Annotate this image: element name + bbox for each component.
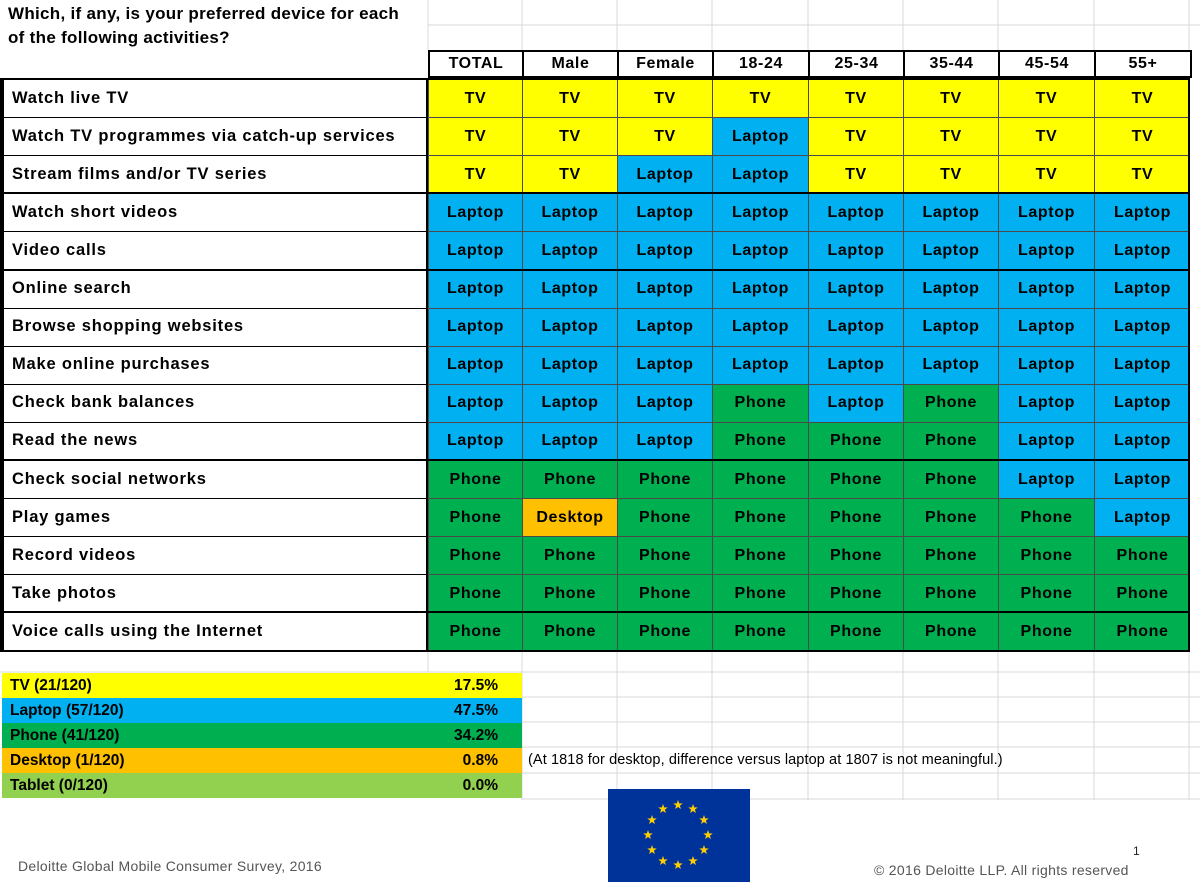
table-cell: TV xyxy=(522,155,617,193)
table-cell: Laptop xyxy=(712,193,808,231)
table-cell: Laptop xyxy=(428,308,522,346)
table-cell: Phone xyxy=(903,536,998,574)
table-cell: Laptop xyxy=(712,155,808,193)
row-label: Record videos xyxy=(2,536,428,574)
table-cell: Laptop xyxy=(522,384,617,422)
table-cell: Phone xyxy=(808,422,903,460)
table-cell: Laptop xyxy=(998,231,1094,269)
table-cell: Phone xyxy=(617,536,712,574)
table-cell: Laptop xyxy=(998,346,1094,384)
table-cell: TV xyxy=(428,155,522,193)
desktop-note: (At 1818 for desktop, difference versus laptop at 1807 is not meaningful.) xyxy=(528,752,1003,768)
legend-item-tablet xyxy=(2,773,522,798)
table-cell: Laptop xyxy=(808,270,903,308)
table-cell: Laptop xyxy=(903,270,998,308)
row-label: Watch short videos xyxy=(2,193,428,231)
table-cell: Laptop xyxy=(808,231,903,269)
table-cell: Phone xyxy=(617,460,712,498)
table-cell: Laptop xyxy=(1094,308,1190,346)
table-cell: Laptop xyxy=(808,308,903,346)
table-cell: Laptop xyxy=(428,193,522,231)
row-label: Check bank balances xyxy=(2,384,428,422)
table-cell: Phone xyxy=(712,498,808,536)
table-cell: TV xyxy=(903,155,998,193)
legend-label: TV (21/120) xyxy=(10,676,92,694)
table-cell: Laptop xyxy=(428,346,522,384)
table-cell: Phone xyxy=(712,574,808,612)
table-cell: Phone xyxy=(522,536,617,574)
table-cell: TV xyxy=(1094,155,1190,193)
table-cell: Laptop xyxy=(522,193,617,231)
table-cell: Laptop xyxy=(808,193,903,231)
table-cell: Laptop xyxy=(712,117,808,155)
table-cell: Laptop xyxy=(617,231,712,269)
table-cell: TV xyxy=(522,117,617,155)
table-cell: Laptop xyxy=(903,346,998,384)
table-cell: TV xyxy=(903,79,998,117)
column-header-25-34: 25-34 xyxy=(808,50,903,78)
column-header-male: Male xyxy=(522,50,617,78)
table-cell: Laptop xyxy=(1094,193,1190,231)
table-cell: Phone xyxy=(808,460,903,498)
table-cell: Phone xyxy=(808,574,903,612)
eu-flag-image xyxy=(608,789,750,882)
column-header-total: TOTAL xyxy=(428,50,522,78)
table-cell: Phone xyxy=(522,612,617,650)
column-header-female: Female xyxy=(617,50,712,78)
table-cell: Laptop xyxy=(1094,460,1190,498)
legend-item-tv xyxy=(2,673,522,698)
table-cell: Laptop xyxy=(522,346,617,384)
row-divider xyxy=(2,536,428,537)
table-cell: Laptop xyxy=(1094,498,1190,536)
table-cell: Phone xyxy=(617,612,712,650)
table-cell: Phone xyxy=(1094,612,1190,650)
table-cell: TV xyxy=(808,155,903,193)
table-cell: TV xyxy=(998,155,1094,193)
row-label: Online search xyxy=(2,270,428,308)
table-cell: TV xyxy=(1094,117,1190,155)
footer-source: Deloitte Global Mobile Consumer Survey, 2016 xyxy=(18,858,322,874)
row-divider xyxy=(2,422,428,423)
table-cell: Phone xyxy=(428,536,522,574)
table-cell: Phone xyxy=(903,384,998,422)
table-cell: TV xyxy=(617,117,712,155)
table-cell: Phone xyxy=(808,498,903,536)
legend-label: Tablet (0/120) xyxy=(10,776,108,794)
row-label: Read the news xyxy=(2,422,428,460)
table-cell: Phone xyxy=(903,574,998,612)
table-cell: Phone xyxy=(998,536,1094,574)
table-cell: Laptop xyxy=(998,384,1094,422)
group-divider xyxy=(2,192,1190,194)
row-label: Make online purchases xyxy=(2,346,428,384)
group-divider xyxy=(2,650,1190,652)
table-cell: Laptop xyxy=(617,422,712,460)
table-cell: Laptop xyxy=(1094,384,1190,422)
group-divider xyxy=(2,269,1190,271)
table-cell: Laptop xyxy=(428,384,522,422)
row-label: Stream films and/or TV series xyxy=(2,155,428,193)
table-cell: Phone xyxy=(998,498,1094,536)
row-divider xyxy=(2,346,428,347)
table-cell: Phone xyxy=(617,498,712,536)
row-divider xyxy=(2,308,428,309)
table-cell: Laptop xyxy=(998,422,1094,460)
table-cell: Laptop xyxy=(522,231,617,269)
row-divider xyxy=(2,384,428,385)
table-cell: TV xyxy=(998,79,1094,117)
table-cell: Phone xyxy=(1094,536,1190,574)
table-cell: Phone xyxy=(903,612,998,650)
table-cell: Laptop xyxy=(1094,270,1190,308)
table-cell: Laptop xyxy=(998,308,1094,346)
row-label: Watch live TV xyxy=(2,79,428,117)
table-cell: Phone xyxy=(1094,574,1190,612)
table-cell: Laptop xyxy=(903,193,998,231)
row-divider xyxy=(2,498,428,499)
table-cell: Phone xyxy=(617,574,712,612)
table-cell: TV xyxy=(808,79,903,117)
group-divider xyxy=(2,459,1190,461)
table-cell: Laptop xyxy=(1094,346,1190,384)
table-cell: Laptop xyxy=(808,346,903,384)
table-cell: TV xyxy=(522,79,617,117)
table-cell: TV xyxy=(428,117,522,155)
table-cell: Laptop xyxy=(903,308,998,346)
table-cell: Phone xyxy=(712,422,808,460)
legend-item-desktop xyxy=(2,748,522,773)
table-cell: Laptop xyxy=(617,270,712,308)
table-cell: Laptop xyxy=(808,384,903,422)
table-cell: Phone xyxy=(903,422,998,460)
row-divider xyxy=(2,574,428,575)
table-cell: Phone xyxy=(428,460,522,498)
page-number: 1 xyxy=(1133,844,1140,858)
legend-item-phone xyxy=(2,723,522,748)
row-label: Watch TV programmes via catch-up services xyxy=(2,117,428,155)
column-header-55-: 55+ xyxy=(1094,50,1192,78)
table-cell: Laptop xyxy=(998,270,1094,308)
table-cell: Phone xyxy=(712,536,808,574)
legend-percentage: 0.8% xyxy=(462,751,498,769)
row-divider xyxy=(2,231,428,232)
table-cell: Phone xyxy=(712,460,808,498)
table-cell: Phone xyxy=(522,460,617,498)
table-cell: TV xyxy=(903,117,998,155)
table-cell: Laptop xyxy=(522,270,617,308)
table-cell: TV xyxy=(428,79,522,117)
table-cell: Laptop xyxy=(522,308,617,346)
table-cell: Laptop xyxy=(522,422,617,460)
table-cell: TV xyxy=(1094,79,1190,117)
legend-percentage: 34.2% xyxy=(454,726,498,744)
table-cell: Laptop xyxy=(617,346,712,384)
table-cell: Phone xyxy=(428,612,522,650)
table-border xyxy=(1188,78,1190,652)
table-cell: Phone xyxy=(903,498,998,536)
page-title: Which, if any, is your preferred device for each of the following activities? xyxy=(8,4,400,47)
column-header-45-54: 45-54 xyxy=(998,50,1094,78)
legend-percentage: 17.5% xyxy=(454,676,498,694)
footer-copyright: © 2016 Deloitte LLP. All rights reserved xyxy=(874,862,1129,878)
legend-label: Phone (41/120) xyxy=(10,726,120,744)
table-cell: TV xyxy=(808,117,903,155)
table-cell: Laptop xyxy=(1094,422,1190,460)
table-cell: Phone xyxy=(808,536,903,574)
table-cell: Laptop xyxy=(428,231,522,269)
table-cell: Phone xyxy=(903,460,998,498)
table-border xyxy=(0,78,2,652)
table-cell: TV xyxy=(712,79,808,117)
table-cell: Phone xyxy=(522,574,617,612)
column-header-35-44: 35-44 xyxy=(903,50,998,78)
table-cell: Laptop xyxy=(617,155,712,193)
table-cell: Laptop xyxy=(998,193,1094,231)
row-divider xyxy=(2,117,428,118)
table-cell: TV xyxy=(617,79,712,117)
table-cell: Laptop xyxy=(712,308,808,346)
row-label: Browse shopping websites xyxy=(2,308,428,346)
legend-percentage: 47.5% xyxy=(454,701,498,719)
table-cell: Laptop xyxy=(712,231,808,269)
row-label: Video calls xyxy=(2,231,428,269)
row-label: Play games xyxy=(2,498,428,536)
group-divider xyxy=(2,611,1190,613)
table-cell: Laptop xyxy=(617,384,712,422)
table-cell: Desktop xyxy=(522,498,617,536)
table-cell: Phone xyxy=(998,574,1094,612)
legend-label: Laptop (57/120) xyxy=(10,701,124,719)
table-cell: Phone xyxy=(808,612,903,650)
table-cell: Laptop xyxy=(428,422,522,460)
legend-label: Desktop (1/120) xyxy=(10,751,125,769)
row-label: Take photos xyxy=(2,574,428,612)
table-border xyxy=(426,78,428,652)
table-cell: Laptop xyxy=(903,231,998,269)
table-cell: Phone xyxy=(712,384,808,422)
column-header-18-24: 18-24 xyxy=(712,50,808,78)
table-cell: Laptop xyxy=(712,346,808,384)
row-label: Check social networks xyxy=(2,460,428,498)
legend-percentage: 0.0% xyxy=(462,776,498,794)
table-cell: Phone xyxy=(428,498,522,536)
table-cell: Laptop xyxy=(617,193,712,231)
legend-item-laptop xyxy=(2,698,522,723)
table-cell: Laptop xyxy=(998,460,1094,498)
row-divider xyxy=(2,155,428,156)
group-divider xyxy=(2,78,1190,80)
table-cell: Laptop xyxy=(617,308,712,346)
table-cell: Laptop xyxy=(428,270,522,308)
table-cell: TV xyxy=(998,117,1094,155)
table-cell: Laptop xyxy=(1094,231,1190,269)
row-label: Voice calls using the Internet xyxy=(2,612,428,650)
table-cell: Phone xyxy=(712,612,808,650)
table-cell: Phone xyxy=(998,612,1094,650)
table-cell: Phone xyxy=(428,574,522,612)
table-cell: Laptop xyxy=(712,270,808,308)
